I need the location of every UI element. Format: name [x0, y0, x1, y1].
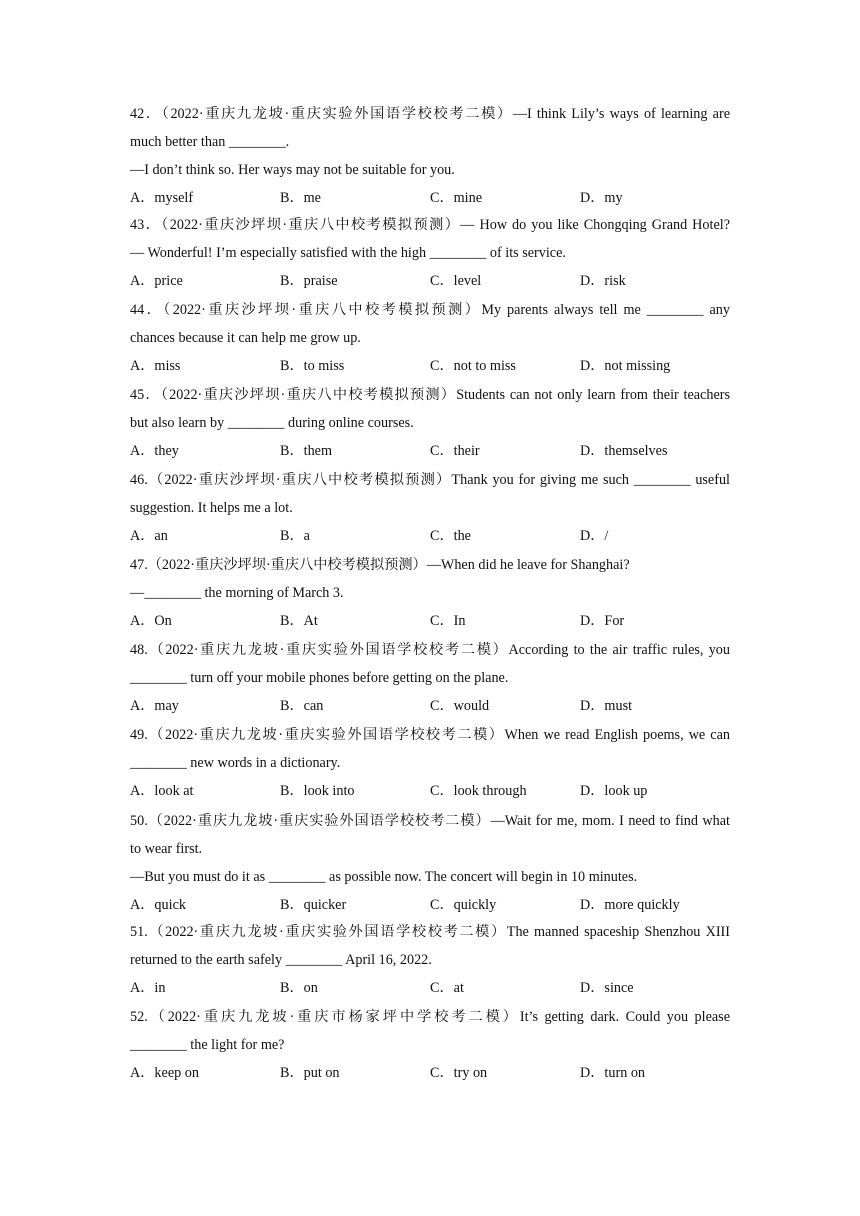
option-a: A．in: [130, 980, 166, 996]
question-text-line: ________ turn off your mobile phones before getting on the plane.: [130, 670, 509, 686]
question-stem: 43．（2022·重庆沙坪坝·重庆八中校考模拟预测）— How do you like Chongqing Grand Hotel?: [130, 217, 730, 233]
question-q47: [130, 551, 730, 635]
question-stem: 49.（2022·重庆九龙坡·重庆实验外国语学校校考二模）When we read English poems, we can: [130, 727, 730, 743]
option-d: D．more quickly: [580, 897, 680, 913]
option-b: B．a: [280, 528, 310, 544]
option-b: B．look into: [280, 783, 355, 799]
question-text-line: much better than ________.: [130, 134, 290, 150]
option-b: B．them: [280, 443, 333, 459]
question-stem: 46.（2022·重庆沙坪坝·重庆八中校考模拟预测）Thank you for giving me such ________ useful: [130, 472, 730, 488]
option-d: D．/: [580, 528, 609, 544]
option-d: D．my: [580, 190, 623, 206]
option-c: C．would: [430, 698, 490, 714]
option-c: C．quickly: [430, 897, 497, 913]
option-d: D．themselves: [580, 443, 668, 459]
option-a: A．price: [130, 273, 183, 289]
question-q43: [130, 211, 730, 295]
option-b: B．put on: [280, 1065, 340, 1081]
question-stem: 52.（2022·重庆九龙坡·重庆市杨家坪中学校考二模）It’s getting dark. Could you please: [130, 1009, 730, 1025]
option-b: B．praise: [280, 273, 338, 289]
answer-options: [130, 607, 730, 635]
answer-options: [130, 974, 730, 1002]
option-c: C．In: [430, 613, 466, 629]
option-b: B．can: [280, 698, 324, 714]
question-text-line: —I don’t think so. Her ways may not be suitable for you.: [130, 162, 455, 178]
question-q44: [130, 296, 730, 380]
option-a: A．miss: [130, 358, 181, 374]
question-text-line: ________ the light for me?: [130, 1037, 285, 1053]
question-stem: 42．（2022·重庆九龙坡·重庆实验外国语学校校考二模）—I think Lily’s ways of learning are: [130, 106, 730, 122]
option-a: A．keep on: [130, 1065, 199, 1081]
option-d: D．look up: [580, 783, 648, 799]
answer-options: [130, 777, 730, 805]
answer-options: [130, 352, 730, 380]
option-d: D．since: [580, 980, 634, 996]
question-text-line: — Wonderful! I’m especially satisfied with the high ________ of its service.: [130, 245, 566, 261]
question-q49: [130, 721, 730, 805]
option-d: D．not missing: [580, 358, 671, 374]
question-text-line: chances because it can help me grow up.: [130, 330, 361, 346]
question-text-line: suggestion. It helps me a lot.: [130, 500, 293, 516]
option-c: C．level: [430, 273, 482, 289]
question-text-line: to wear first.: [130, 841, 203, 857]
answer-options: [130, 1059, 730, 1087]
option-a: A．quick: [130, 897, 186, 913]
question-text-line: —________ the morning of March 3.: [130, 585, 344, 601]
question-q50: [130, 807, 730, 919]
option-a: A．look at: [130, 783, 194, 799]
question-stem: 47.（2022·重庆沙坪坝·重庆八中校考模拟预测）—When did he leave for Shanghai?: [130, 557, 630, 573]
answer-options: [130, 267, 730, 295]
option-d: D．turn on: [580, 1065, 646, 1081]
option-c: C．at: [430, 980, 464, 996]
option-c: C．their: [430, 443, 480, 459]
answer-options: [130, 437, 730, 465]
question-stem: 51.（2022·重庆九龙坡·重庆实验外国语学校校考二模）The manned spaceship Shenzhou XIII: [130, 924, 730, 940]
option-a: A．On: [130, 613, 172, 629]
option-d: D．risk: [580, 273, 626, 289]
option-b: B．At: [280, 613, 318, 629]
question-text-line: —But you must do it as ________ as possible now. The concert will begin in 10 minutes.: [130, 869, 638, 885]
option-d: D．must: [580, 698, 633, 714]
question-q46: [130, 466, 730, 550]
question-text-line: returned to the earth safely ________ April 16, 2022.: [130, 952, 432, 968]
option-c: C．the: [430, 528, 471, 544]
option-b: B．to miss: [280, 358, 345, 374]
question-text-line: ________ new words in a dictionary.: [130, 755, 341, 771]
option-d: D．For: [580, 613, 625, 629]
option-c: C．try on: [430, 1065, 488, 1081]
option-b: B．on: [280, 980, 318, 996]
option-b: B．me: [280, 190, 321, 206]
option-a: A．may: [130, 698, 179, 714]
option-c: C．not to miss: [430, 358, 516, 374]
option-c: C．mine: [430, 190, 483, 206]
question-stem: 48.（2022·重庆九龙坡·重庆实验外国语学校校考二模）According to the air traffic rules, you: [130, 642, 730, 658]
option-a: A．they: [130, 443, 179, 459]
question-stem: 44．（2022·重庆沙坪坝·重庆八中校考模拟预测）My parents always tell me ________ any: [130, 302, 730, 318]
option-c: C．look through: [430, 783, 527, 799]
question-q51: [130, 918, 730, 1002]
question-q42: [130, 100, 730, 212]
answer-options: [130, 891, 730, 919]
question-q52: [130, 1003, 730, 1087]
option-b: B．quicker: [280, 897, 347, 913]
question-q48: [130, 636, 730, 720]
question-text-line: but also learn by ________ during online courses.: [130, 415, 414, 431]
answer-options: [130, 522, 730, 550]
question-stem: 45．（2022·重庆沙坪坝·重庆八中校考模拟预测）Students can not only learn from their teachers: [130, 387, 730, 403]
option-a: A．myself: [130, 190, 194, 206]
answer-options: [130, 692, 730, 720]
question-stem: 50.（2022·重庆九龙坡·重庆实验外国语学校校考二模）—Wait for me, mom. I need to find what: [130, 813, 730, 829]
question-q45: [130, 381, 730, 465]
option-a: A．an: [130, 528, 168, 544]
answer-options: [130, 184, 730, 212]
